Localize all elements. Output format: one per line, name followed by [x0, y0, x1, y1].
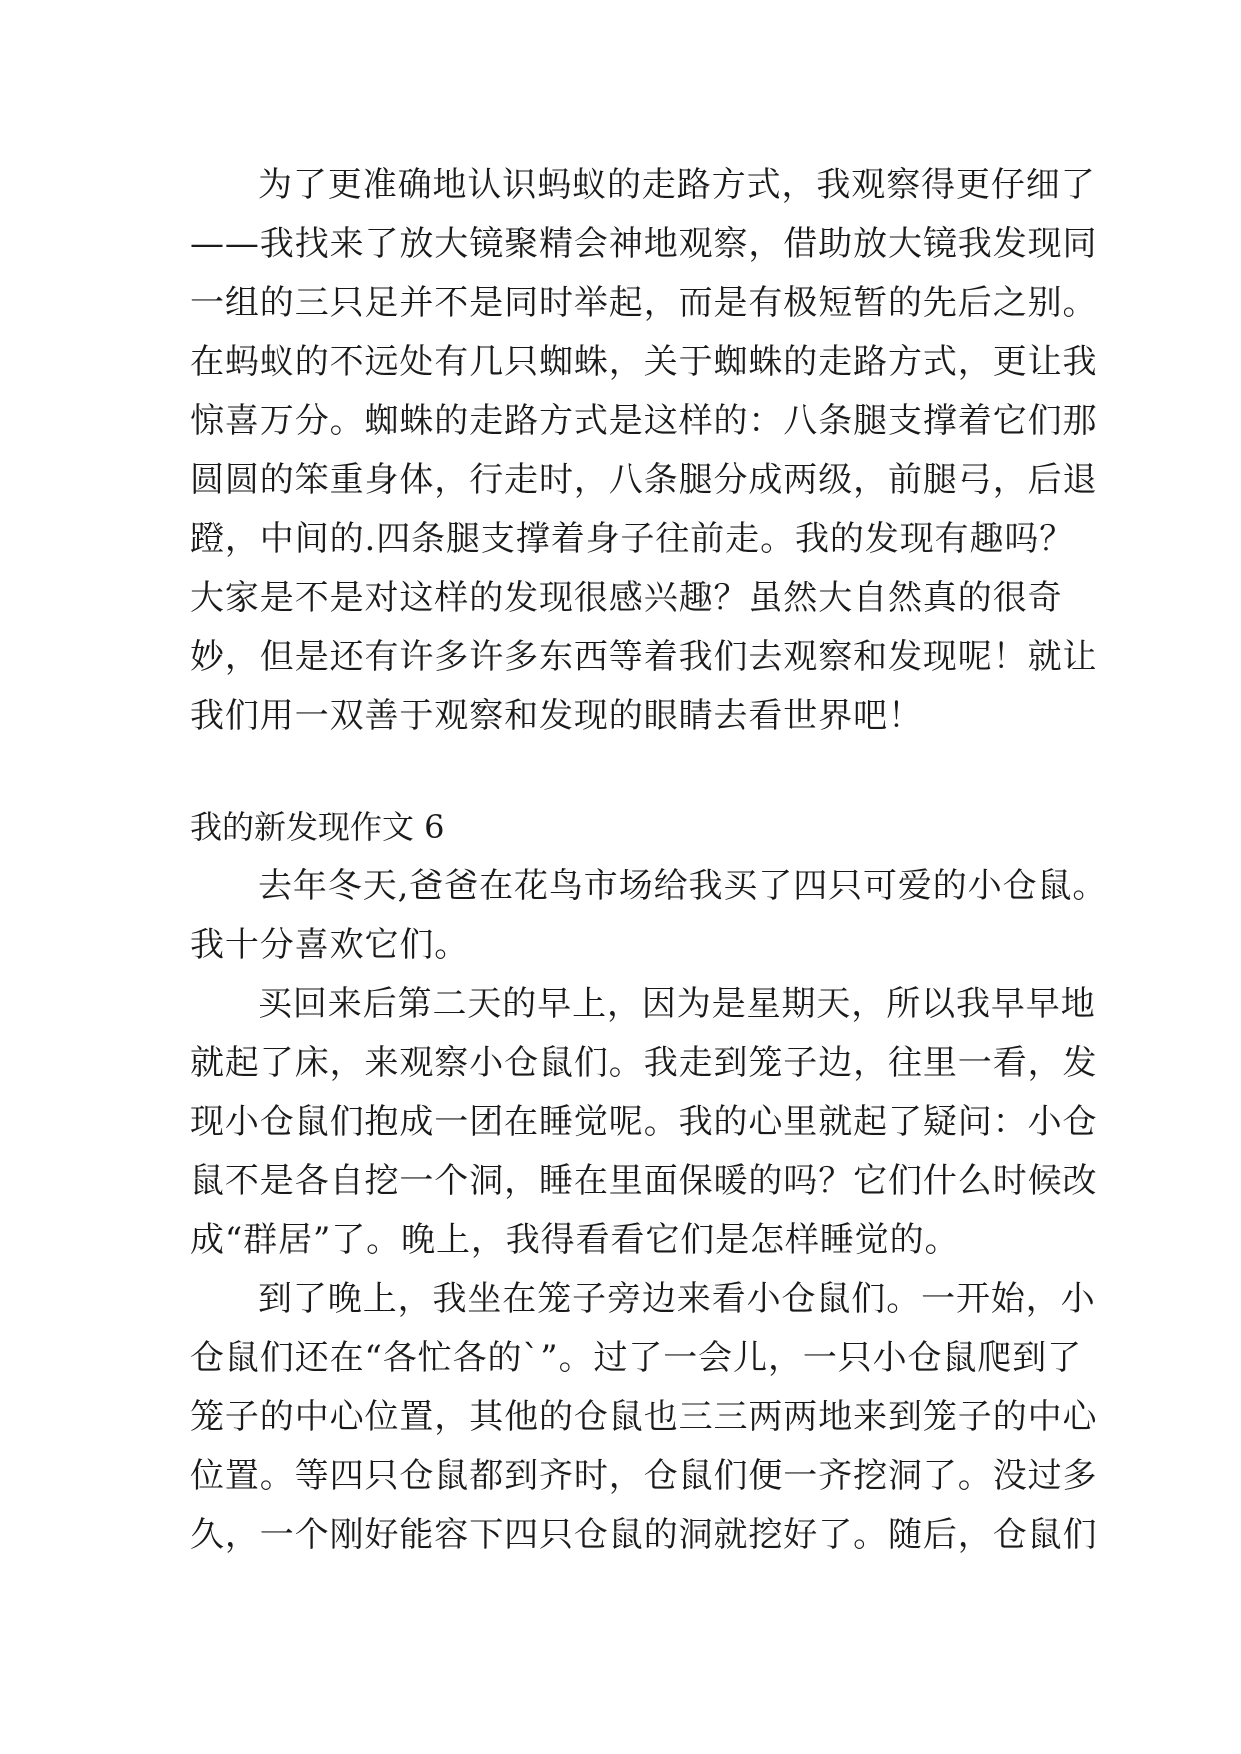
paragraph-line: 我十分喜欢它们。	[190, 925, 470, 965]
paragraph-line: 鼠不是各自挖一个洞，睡在里面保暖的吗？它们什么时候改	[190, 1161, 1098, 1201]
paragraph-line: 买回来后第二天的早上，因为是星期天，所以我早早地	[258, 984, 1096, 1024]
paragraph-line: 蹬，中间的.四条腿支撑着身子往前走。我的发现有趣吗？	[190, 519, 1075, 559]
paragraph-line: 圆圆的笨重身体，行走时，八条腿分成两级，前腿弓，后退	[190, 460, 1098, 500]
paragraph-line: 成“群居”了。晚上，我得看看它们是怎样睡觉的。	[190, 1220, 960, 1260]
paragraph-line: 妙，但是还有许多许多东西等着我们去观察和发现呢！就让	[190, 637, 1098, 677]
paragraph-line: 现小仓鼠们抱成一团在睡觉呢。我的心里就起了疑问：小仓	[190, 1102, 1098, 1142]
paragraph-line: 在蚂蚁的不远处有几只蜘蛛，关于蜘蛛的走路方式，更让我	[190, 342, 1098, 382]
paragraph-line: 到了晚上，我坐在笼子旁边来看小仓鼠们。一开始，小	[258, 1279, 1096, 1319]
paragraph-line: 去年冬天,爸爸在花鸟市场给我买了四只可爱的小仓鼠。	[258, 866, 1108, 906]
paragraph-line: 惊喜万分。蜘蛛的走路方式是这样的：八条腿支撑着它们那	[190, 401, 1098, 441]
paragraph-line: 为了更准确地认识蚂蚁的走路方式，我观察得更仔细了	[258, 165, 1096, 205]
paragraph-line: ——我找来了放大镜聚精会神地观察，借助放大镜我发现同	[190, 224, 1098, 264]
paragraph-line: 就起了床，来观察小仓鼠们。我走到笼子边，往里一看，发	[190, 1043, 1098, 1083]
paragraph-line: 位置。等四只仓鼠都到齐时，仓鼠们便一齐挖洞了。没过多	[190, 1456, 1098, 1496]
paragraph-line: 大家是不是对这样的发现很感兴趣？虽然大自然真的很奇	[190, 578, 1063, 618]
paragraph-line: 一组的三只足并不是同时举起，而是有极短暂的先后之别。	[190, 283, 1098, 323]
section-heading: 我的新发现作文 6	[190, 808, 445, 846]
paragraph-line: 我们用一双善于观察和发现的眼睛去看世界吧！	[190, 696, 923, 736]
paragraph-line: 久，一个刚好能容下四只仓鼠的洞就挖好了。随后，仓鼠们	[190, 1515, 1098, 1555]
paragraph-line: 仓鼠们还在“各忙各的`”。过了一会儿，一只小仓鼠爬到了	[190, 1338, 1083, 1378]
paragraph-line: 笼子的中心位置，其他的仓鼠也三三两两地来到笼子的中心	[190, 1397, 1098, 1437]
